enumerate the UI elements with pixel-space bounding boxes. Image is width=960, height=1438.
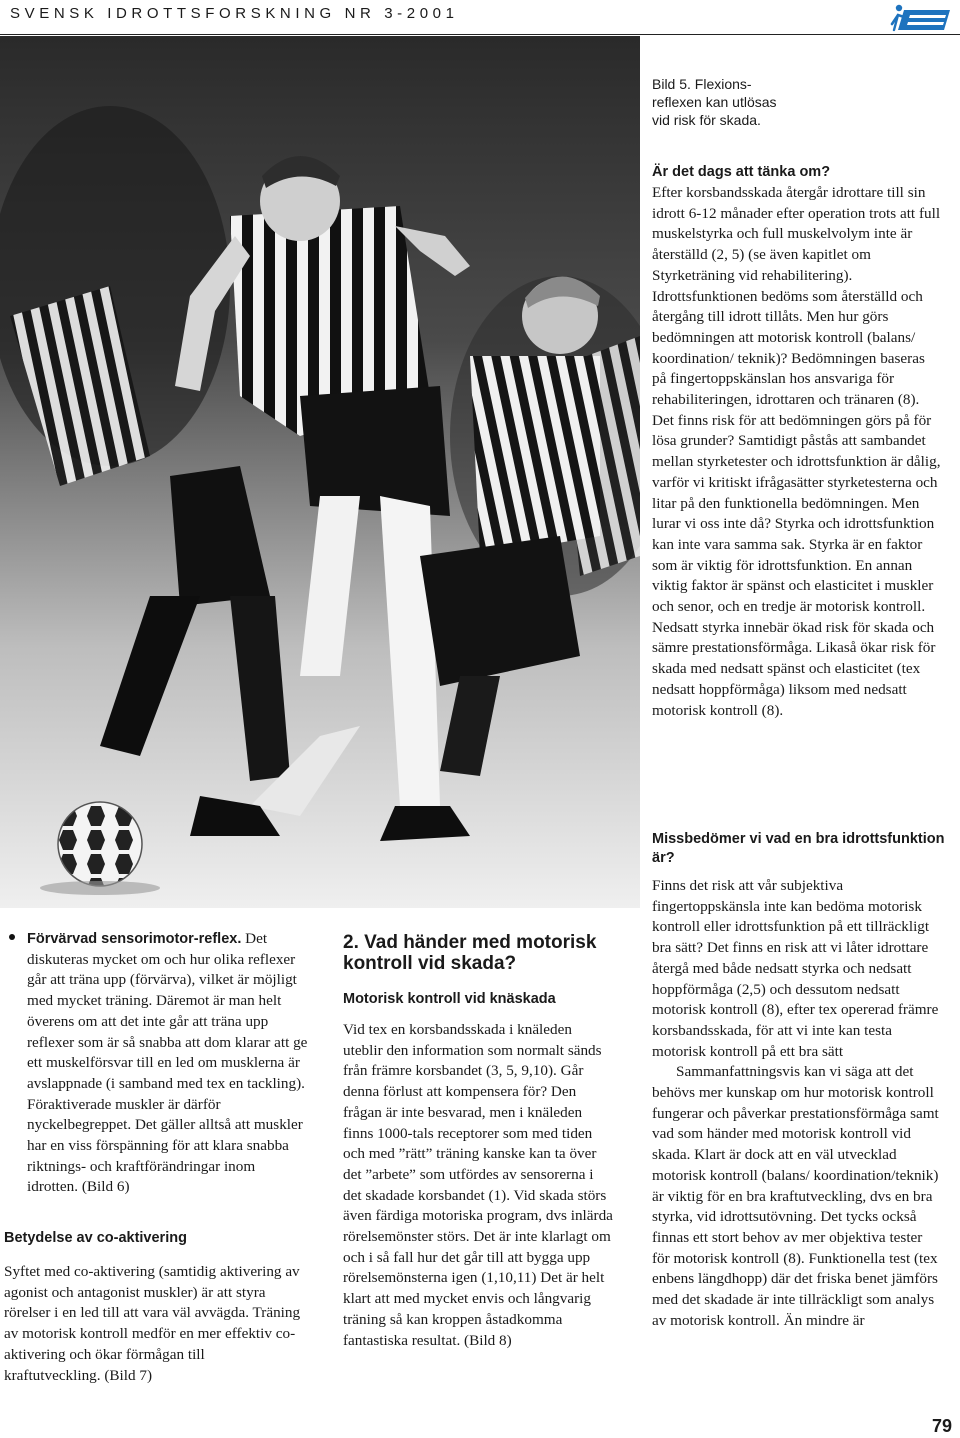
page-number: 79	[931, 1416, 952, 1436]
section-subheading: Motorisk kontroll vid knäskada	[343, 991, 556, 1007]
bullet-paragraph	[27, 929, 309, 1198]
bullet-body: Det diskuteras mycket om och hur olika reflexer går att träna upp (förvärva), vilket är möjligt med mycket träning. Däremot är man helt överens om att det inte går att träna upp reflexer som är så snabba att dom klarar att ge ett muskelförsvar till en led om musklerna är avslappnade (i samband med tex en tackling). Föraktiverade muskler är därför nyckelbegreppet. Det gäller alltså att muskler har en viss förspänning för att klara snabba riktnings- och kraftförändringar inom idrotten. (Bild 6)	[27, 930, 308, 1196]
journal-title: SVENSK IDROTTSFORSKNING NR 3-2001	[10, 5, 459, 22]
section-heading: Missbedömer vi vad en bra idrottsfunktion är?	[652, 831, 945, 866]
chapter-heading: 2. Vad händer med motorisk kontroll vid skada?	[343, 932, 597, 974]
body-paragraph: Syftet med co-aktivering (samtidig aktivering av agonist och antagonist muskler) är att styra rörelser i en led till att vara väl avvägda. Träning av motorisk kontroll medför en mer effektiv co-aktivering och ökar förmågan till kraftutveckling. (Bild 7)	[4, 1263, 301, 1384]
runner-logo-icon	[890, 2, 952, 32]
section-heading: Är det dags att tänka om?	[652, 164, 831, 180]
body-paragraph: Efter korsbandsskada återgår idrottare till sin idrott 6-12 månader efter operation trots att full muskelstyrka och full muskelvolym inte är återställd (2, 5) (se även kapitlet om Styrketräning vid rehabilitering). Idrottsfunktionen bedöms som återställd och återgång till idrott tillåts. Men hur görs bedömningen att motorisk kontroll (balans/ koordination/ teknik)? Bedömningen baseras på fingertoppskänslan hos ansvariga för rehabiliteringen, idrottaren och tränaren (8). Det finns risk för att bedömningen görs på för lösa grunder? Samtidigt påstås att sambandet mellan styrketester och idrottsfunktion är dålig, varför vi kritiskt ifrågasätter styrketesterna och litar på den funktionella bedömningen. Men lurar vi oss inte då? Styrka och idrottsfunktion kan inte vara samma sak. Styrka är en faktor som är viktig för idrottsfunktion. En annan viktig faktor är spänst och elasticitet i muskler och senor, och en tredje är motorisk kontroll. Nedsatt styrka innebär ökad risk för skada och sämre prestationsförmåga. Likaså ökar risk för skada med nedsatt spänst och elasticitet (tex nedsatt hoppförmåga) liksom med nedsatt motorisk kontroll (8).	[652, 184, 941, 719]
body-paragraph: Vid tex en korsbandsskada i knäleden uteblir den information som normalt sänds från främre korsbandet (3, 5, 9,10). Går denna förlust att kompensera för? Den frågan är inte besvarad, men i knäleden finns 1000-tals receptorer som med tiden och med ”rätt” träning kanske kan ta över det ”arbete” som utfördes av sensorerna i det skadade korsbandet (1). Vid skada störs även färdiga motoriska program, dvs inlärda rörelsemönster störs. Det är inte klarlagt om och i så fall hur det går till att bygga upp rörelsemönsterna igen (1,10,11) Det är helt klart att med mycket envis och långvarig träning så kan kroppen åstadkomma fantastiska resultat. (Bild 8)	[343, 1021, 613, 1349]
bullet-title: Förvärvad sensorimotor-reflex.	[27, 931, 242, 947]
photo-caption: Bild 5. Flexions- reflexen kan utlösas vid risk för skada.	[652, 76, 777, 128]
body-paragraph: Finns det risk att vår subjektiva fingertoppskänsla inte kan bedöma motorisk kontroll eller idrottsfunktion på ett tillräckligt bra sätt? Det finns en risk att vi låter idrottare återgå med både nedsatt styrka och nedsatt hoppförmåga (2,5) och dessutom nedsatt motorisk kontroll (8), efter tex opererad främre korsbandsskada, för att vi inte kan testa motorisk kontroll på ett bra sätt Sammanfattningsvis kan vi säga att det behövs mer kunskap om hur motorisk kontroll fungerar och påverkar prestationsförmåga samt vad som händer med motorisk kontroll vid skada. Klart är dock att en väl utvecklad motorisk kontroll (balans/ koordination/teknik) är viktig för en bra kraftutveckling, dvs en bra styrka, vid idrottsutövning. Det tycks också finnas ett stort behov av mer objektiva tester för motorisk kontroll (8). Funktionella test (tex enbens längdhopp) där det friska benet jämförs med det skadade är inte tillräckligt som analys av motorisk kontroll. Än mindre är	[652, 877, 939, 1329]
football-action-photo	[0, 36, 640, 908]
section-heading: Betydelse av co-aktivering	[4, 1230, 187, 1246]
bullet-icon	[9, 934, 15, 940]
page-header	[0, 0, 960, 35]
